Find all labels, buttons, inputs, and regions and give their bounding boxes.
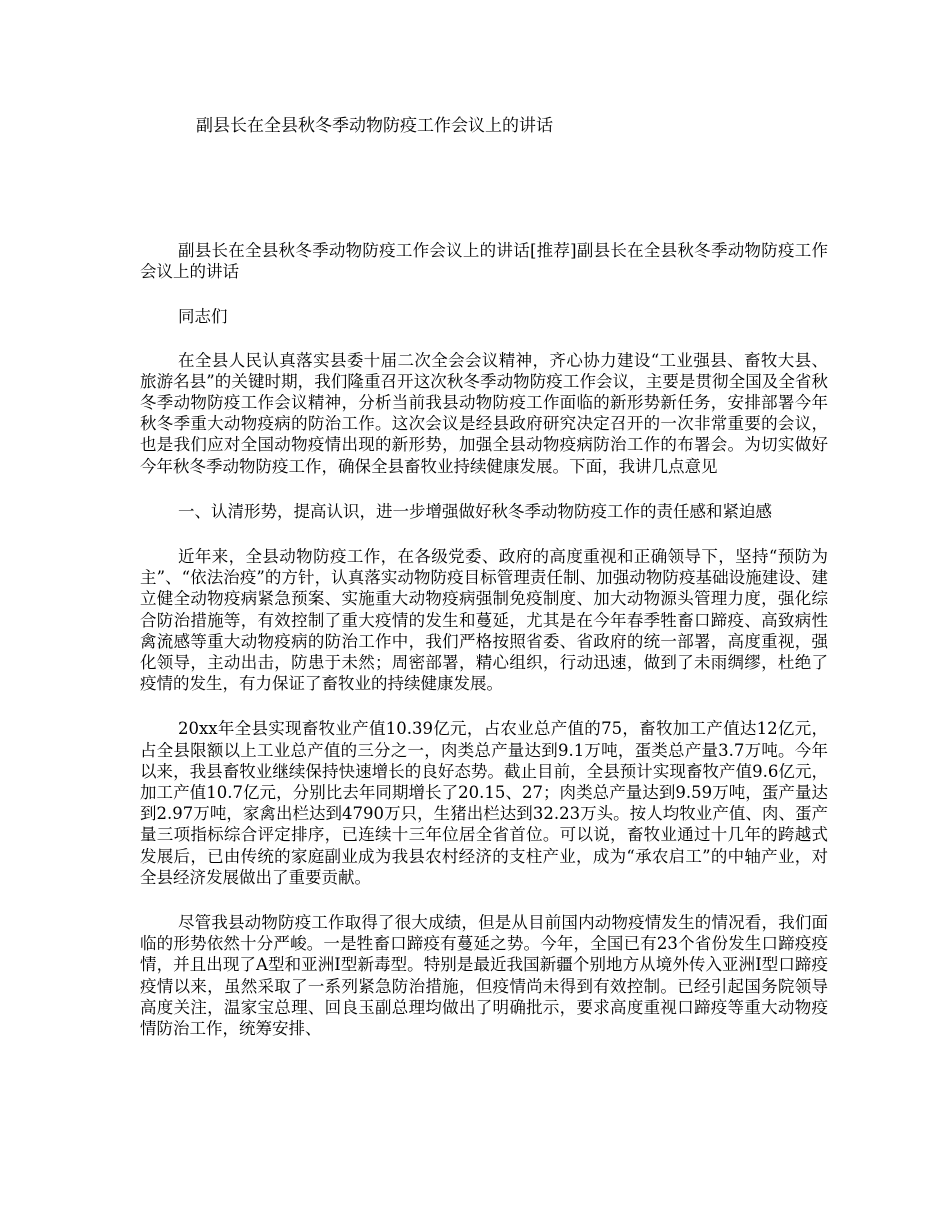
- body-paragraph: 在全县人民认真落实县委十届二次全会会议精神，齐心协力建设“工业强县、畜牧大县、旅游名县”的关键时期，我们隆重召开这次秋冬季动物防疫工作会议，主要是贯彻全国及全省秋冬季动物防疫工作会议精神，分析当前我县动物防疫工作面临的新形势新任务，安排部署今年秋冬季重大动物疫病的防治工作。这次会议是经县政府研究决定召开的一次非常重要的会议，也是我们应对全国动物疫情出现的新形势，加强全县动物疫病防治工作的布署会。为切实做好今年秋冬季动物防疫工作，确保全县畜牧业持续健康发展。下面，我讲几点意见: [140, 350, 828, 476]
- subtitle-paragraph: 副县长在全县秋冬季动物防疫工作会议上的讲话[推荐]副县长在全县秋冬季动物防疫工作会议上的讲话: [140, 241, 828, 282]
- salutation: 同志们: [178, 307, 228, 327]
- body-paragraph: 20xx年全县实现畜牧业产值10.39亿元，占农业总产值的75，畜牧加工产值达12亿元，占全县限额以上工业总产值的三分之一，肉类总产量达到9.1万吨，蛋类总产量3.7万吨。今年以来，我县畜牧业继续保持快速增长的良好态势。截止目前，全县预计实现畜牧产值9.6亿元，加工产值10.7亿元，分别比去年同期增长了20.15、27；肉类总产量达到9.59万吨，蛋产量达到2.97万吨，家禽出栏达到4790万只，生猪出栏达到32.23万头。按人均牧业产值、肉、蛋产量三项指标综合评定排序，已连续十三年位居全省首位。可以说，畜牧业通过十几年的跨越式发展后，已由传统的家庭副业成为我县农村经济的支柱产业，成为“承农启工”的中轴产业，对全县经济发展做出了重要贡献。: [140, 719, 828, 887]
- body-paragraph: 近年来，全县动物防疫工作，在各级党委、政府的高度重视和正确领导下，坚持“预防为主”、“依法治疫”的方针，认真落实动物防疫目标管理责任制、加强动物防疫基础设施建设、建立健全动物疫病紧急预案、实施重大动物疫病强制免疫制度、加大动物源头管理力度，强化综合防治措施等，有效控制了重大疫情的发生和蔓延，尤其是在今年春季牲畜口蹄疫、高致病性禽流感等重大动物疫病的防治工作中，我们严格按照省委、省政府的统一部署，高度重视，强化领导，主动出击，防患于未然；周密部署，精心组织，行动迅速，做到了未雨绸缪，杜绝了疫情的发生，有力保证了畜牧业的持续健康发展。: [140, 547, 828, 694]
- document-body: [140, 240, 828, 1063]
- section-heading: 一、认清形势，提高认识，进一步增强做好秋冬季动物防疫工作的责任感和紧迫感: [178, 501, 772, 521]
- body-paragraph: 尽管我县动物防疫工作取得了很大成绩，但是从目前国内动物疫情发生的情况看，我们面临的形势依然十分严峻。一是牲畜口蹄疫有蔓延之势。今年，全国已有23个省份发生口蹄疫疫情，并且出现了A型和亚洲I型新毒型。特别是最近我国新疆个别地方从境外传入亚洲I型口蹄疫疫情以来，虽然采取了一系列紧急防治措施，但疫情尚未得到有效控制。已经引起国务院领导高度关注，温家宝总理、回良玉副总理均做出了明确批示，要求高度重视口蹄疫等重大动物疫情防治工作，统筹安排、: [140, 913, 828, 1039]
- document-title: 副县长在全县秋冬季动物防疫工作会议上的讲话: [196, 116, 553, 136]
